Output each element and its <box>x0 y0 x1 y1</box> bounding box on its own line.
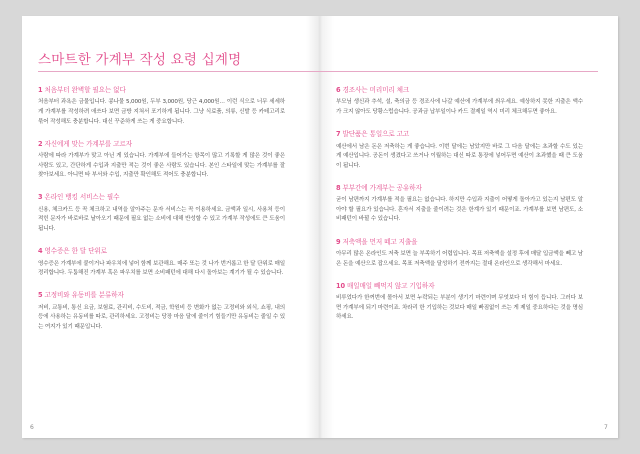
list-item <box>38 247 285 279</box>
item-heading <box>38 140 285 149</box>
page-number-left: 6 <box>30 424 34 431</box>
page-number-right: 7 <box>604 424 608 431</box>
item-heading-text: 발단품은 통일으로 고고 <box>342 130 410 139</box>
item-body: 사람에 따라 가계부가 맞고 아닌 게 있습니다. 가계부에 들어가는 항목이 많고 기록할 게 많은 것이 좋은 사람도 있고, 간단하게 수입과 지출만 적는 것이 좋은 사람도 있습니다. 본인 스타일에 맞는 가계부를 잘 찾아보세요. 아니면 타 부서와 수입, 지출만 확인해도 적어도 충분합니다. <box>38 153 285 179</box>
item-heading <box>336 130 583 139</box>
item-number: 4 <box>38 247 43 256</box>
item-heading <box>336 86 583 95</box>
item-heading <box>38 86 285 95</box>
item-heading <box>336 238 583 247</box>
left-text-column <box>38 86 285 345</box>
item-heading-text: 경조사는 미리미리 체크 <box>342 86 410 94</box>
item-number: 2 <box>38 139 43 148</box>
list-item <box>336 184 583 225</box>
item-body: 아무리 많은 온라인도 저축 보면 늘 부족하기 어렵입니다. 목표 저축액을 설정 후에 매달 입금액을 빼고 남은 돈을 예산으로 잡으세요. 목표 저축액을 달성하기 전까지는 절대 온라인으로 생각해서 마세요. <box>336 250 583 267</box>
right-text-column <box>336 86 583 335</box>
item-heading <box>336 282 583 291</box>
item-body: 굳이 남편까지 가계부를 적을 필요는 없습니다. 하지만 수입과 지출이 어떻게 돌아가고 있는지 남편도 알아야 할 필요가 있습니다. 혼자서 지출을 줄이려는 것은 한계가 있기 때문이죠. 가계부를 보면 남편도, 소비패턴이 바뀔 수 있습니다. <box>336 197 583 223</box>
item-body: 처음부터 과욕은 금물입니다. 콩나물 5,000원, 두부 3,000원, 당근 4,000원… 이런 식으로 너무 세세하게 가계부를 작성하려 애쓰다 보면 금방 지쳐서 포기하게 됩니다. 그냥 식료품, 의류, 신발 등 카테고리로 묶어 작성해도 충분합니다. 대신 꾸준하게 쓰는 게 중요합니다. <box>38 99 285 125</box>
item-heading-text: 저축액을 먼저 떼고 지출을 <box>342 237 418 246</box>
item-number: 5 <box>38 291 43 300</box>
item-number: 6 <box>336 86 341 94</box>
item-heading-text: 매일매일 빼먹지 않고 기입하자 <box>346 281 435 290</box>
item-number: 1 <box>38 86 43 94</box>
item-number: 8 <box>336 183 341 192</box>
item-body: 영수증은 가계부에 붙이거나 파우치에 넣어 함께 보관해요. 매주 또는 것 나가 번거롭고 한 달 단위로 매일 정리합니다. 두툼해진 가계부 혹은 파우치를 보면 소비패턴에 대해 다시 돌아보는 계기가 될 수 있습니다. <box>38 260 285 277</box>
item-heading-text: 온라인 뱅킹 서비스는 필수 <box>44 193 120 202</box>
list-item <box>38 291 285 332</box>
item-number: 9 <box>336 237 341 246</box>
item-body: 부모님 생신과 추석, 설, 축의금 등 경조사에 나갈 예산에 가계부에 씌우세요. 예상하지 못한 지출은 액수가 크지 않아도 당황스럽습니다. 공과금 납부일이나 카드 결제일 역시 미리 체크해두면 좋아요. <box>336 99 583 115</box>
item-number: 10 <box>336 281 345 290</box>
item-number: 7 <box>336 130 341 139</box>
item-heading-text: 자신에게 맞는 가계부를 고르자 <box>44 139 132 148</box>
item-heading-text: 부부간에 가계부는 공유하자 <box>342 183 422 192</box>
list-item <box>336 130 583 171</box>
item-heading-text: 처음부터 완벽할 필요는 없다 <box>44 86 126 94</box>
item-body: 예산에서 남은 돈은 저축하는 게 좋습니다. 이번 달에는 남았지만 바로 그 다음 달에는 초과할 수도 있는 게 예산입니다. 공돈이 생겼다고 쓰거나 이월하는 대신 따로 통장에 넣어두면 예산이 초과했을 때 큰 도움이 됩니다. <box>336 143 583 169</box>
list-item <box>38 86 285 127</box>
item-heading-text: 고정비와 유동비를 분류하자 <box>44 291 124 300</box>
item-number: 3 <box>38 193 43 202</box>
item-heading <box>336 184 583 193</box>
list-item <box>336 86 583 118</box>
list-item <box>336 238 583 270</box>
item-heading <box>38 193 285 202</box>
item-body: 저비, 교통비, 통신 요금, 보험료, 관리비, 수도비, 적금, 학원비 등 변화가 없는 고정비와 외식, 쇼핑, 내의 등에 사용하는 유동비를 따로, 관리하세요. 고정비는 당장 마음 달에 줄이기 힘들기만 유동비는 줄일 수 있는 여지가 있기 때문입니다. <box>38 304 285 330</box>
item-heading <box>38 247 285 256</box>
list-item <box>38 140 285 181</box>
item-heading-text: 영수증은 한 달 단위로 <box>44 247 107 256</box>
title-divider <box>38 71 598 72</box>
list-item <box>38 193 285 234</box>
item-body: 비루었다가 한꺼번에 몰아서 보면 누락되는 부분이 생기기 마련이며 무엇보다 더 힘이 듭니다. 그러다 보면 가계부에 되기 마련이죠. 차라리 한 기입하는 것보다 매일 빠짐없이 쓰는 게 제일 중요하다는 것을 명심하세요. <box>336 295 583 321</box>
page-title: 스마트한 가계부 작성 요령 십계명 <box>38 52 242 68</box>
list-item <box>336 282 583 323</box>
item-body: 신용, 체크카드 등 꼭 체크하고 내역을 알아주는 문자 서비스는 꼭 이용하세요. 금액과 일시, 사용처 등이 적힌 문자가 바로바로 날아오기 때문에 필요 없는 소비에 대해 반성할 수 있고 가계부 작성에도 큰 도움이 됩니다. <box>38 206 285 233</box>
item-heading <box>38 291 285 300</box>
